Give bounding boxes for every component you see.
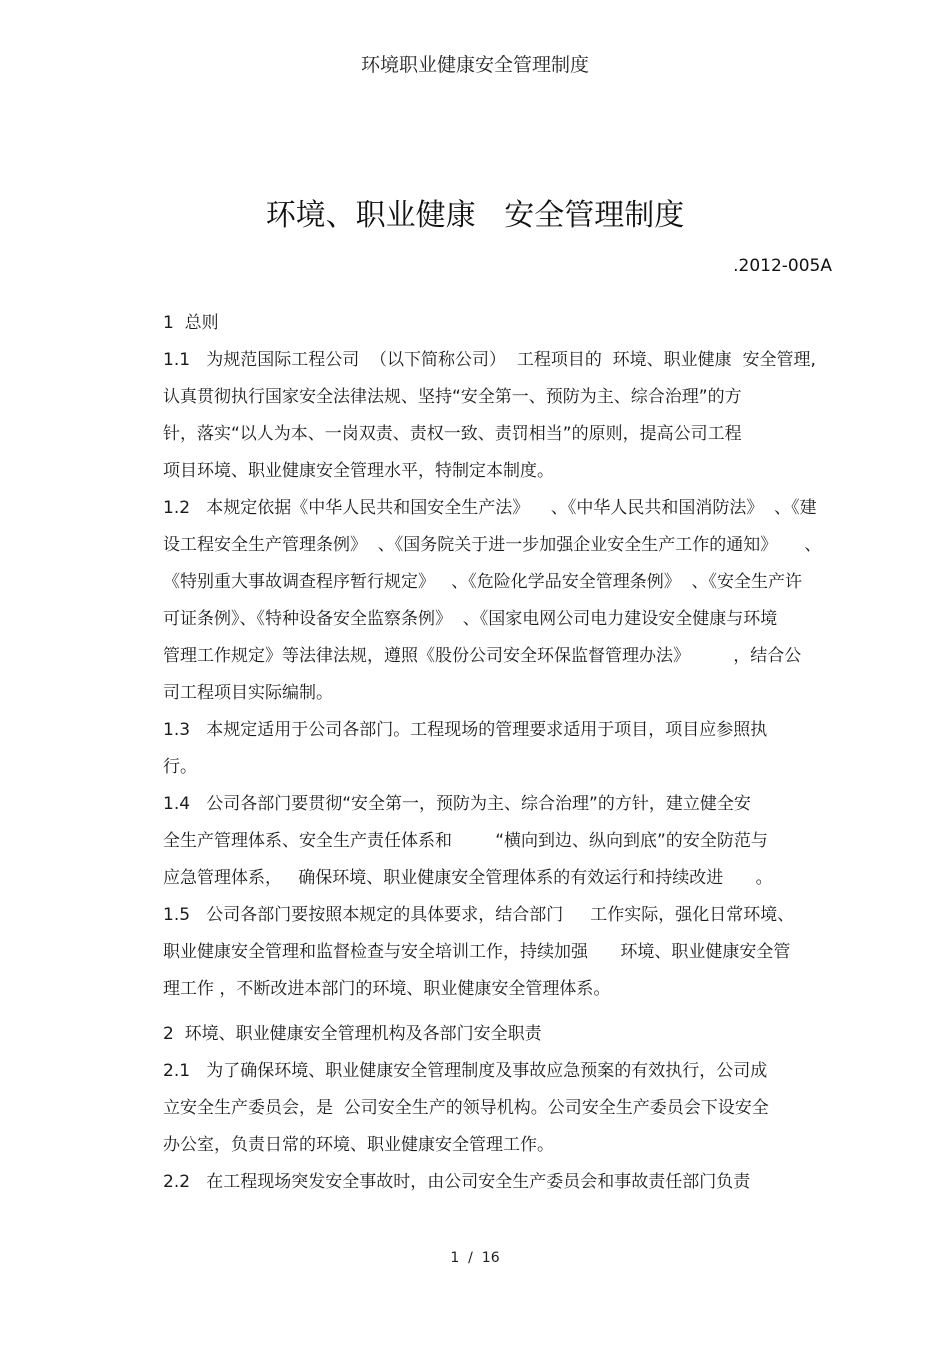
paragraph-line: 立安全生产委员会，是 公司安全生产的领导机构。公司安全生产委员会下设安全 bbox=[163, 1098, 769, 1118]
paragraph-line: 2.1 为了确保环境、职业健康安全管理制度及事故应急预案的有效执行，公司成 bbox=[163, 1061, 768, 1081]
page-indicator: 1 / 16 bbox=[450, 1250, 500, 1266]
paragraph-line: 认真贯彻执行国家安全法律法规、坚持“安全第一、预防为主、综合治理”的方 bbox=[163, 387, 742, 407]
document-title: 环境、职业健康 安全管理制度 bbox=[265, 198, 685, 233]
document-number: .2012-005A bbox=[733, 256, 832, 276]
paragraph-line: 1.4 公司各部门要贯彻“安全第一，预防为主、综合治理”的方针，建立健全安 bbox=[163, 794, 751, 814]
paragraph-line: 针，落实“以人为本、一岗双责、责权一致、责罚相当”的原则，提高公司工程 bbox=[163, 424, 742, 444]
paragraph-line: 1.2 本规定依据《中华人民共和国安全生产法》 、《中华人民共和国消防法》 、《建 bbox=[163, 498, 817, 518]
paragraph-line: 可证条例》、《特种设备安全监察条例》 、《国家电网公司电力建设安全健康与环境 bbox=[163, 609, 778, 629]
section-heading: 1 总则 bbox=[163, 313, 219, 333]
paragraph-line: 项目环境、职业健康安全管理水平，特制定本制度。 bbox=[163, 461, 554, 481]
paragraph-line: 职业健康安全管理和监督检查与安全培训工作，持续加强 环境、职业健康安全管 bbox=[163, 942, 791, 962]
paragraph-line: 办公室，负责日常的环境、职业健康安全管理工作。 bbox=[163, 1135, 554, 1155]
document-body bbox=[163, 305, 843, 1201]
paragraph-line: 1.1 为规范国际工程公司 （以下简称公司） 工程项目的 环境、职业健康 安全管理, bbox=[163, 350, 816, 370]
paragraph-line: 应急管理体系， 确保环境、职业健康安全管理体系的有效运行和持续改进 。 bbox=[163, 868, 773, 888]
running-header: 环境职业健康安全管理制度 bbox=[360, 54, 589, 76]
paragraph-line: 1.3 本规定适用于公司各部门。工程现场的管理要求适用于项目，项目应参照执 bbox=[163, 720, 768, 740]
paragraph-line: 管理工作规定》等法律法规，遵照《股份公司安全环保监督管理办法》 ，结合公 bbox=[163, 646, 802, 666]
paragraph-line: 1.5 公司各部门要按照本规定的具体要求，结合部门 工作实际，强化日常环境、 bbox=[163, 905, 795, 925]
paragraph-line: 设工程安全生产管理条例》 、《国务院关于进一步加强企业安全生产工作的通知》 、 bbox=[163, 535, 822, 555]
paragraph-line: 理工作 ，不断改进本部门的环境、职业健康安全管理体系。 bbox=[163, 979, 611, 999]
section-heading: 2 环境、职业健康安全管理机构及各部门安全职责 bbox=[163, 1024, 542, 1044]
paragraph-line: 2.2 在工程现场突发安全事故时，由公司安全生产委员会和事故责任部门负责 bbox=[163, 1172, 751, 1192]
paragraph-line: 《特别重大事故调查程序暂行规定》 、《危险化学品安全管理条例》 、《安全生产许 bbox=[163, 572, 803, 592]
paragraph-line: 行。 bbox=[163, 757, 197, 777]
paragraph-line: 司工程项目实际编制。 bbox=[163, 683, 333, 703]
paragraph-line: 全生产管理体系、安全生产责任体系和 “横向到边、纵向到底”的安全防范与 bbox=[163, 831, 768, 851]
